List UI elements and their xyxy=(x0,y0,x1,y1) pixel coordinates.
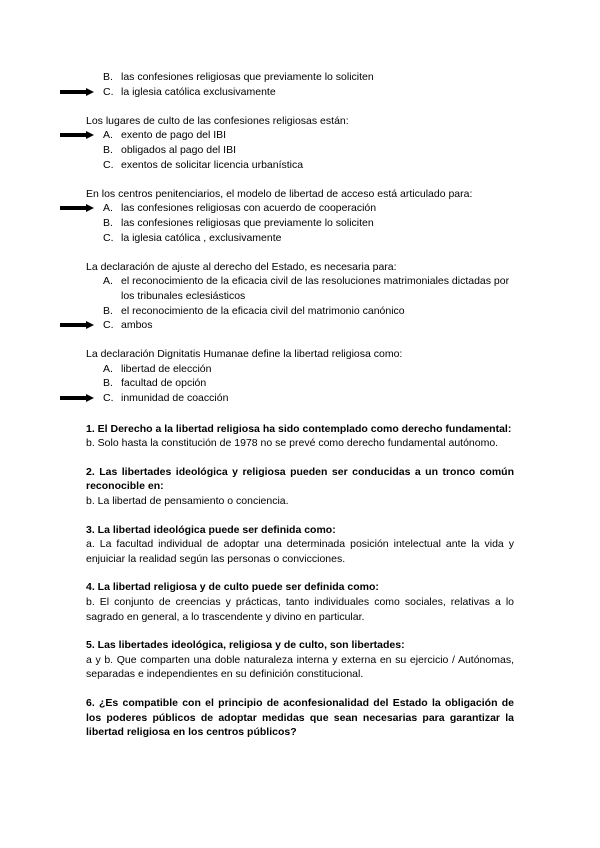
question-text: Los lugares de culto de las confesiones religiosas están: xyxy=(86,114,349,127)
question-text: La declaración Dignitatis Humanae define la libertad religiosa como: xyxy=(86,348,403,361)
mc-block-0 xyxy=(0,70,600,99)
qa-item-3 xyxy=(0,523,600,567)
answer-arrow-icon xyxy=(60,205,94,211)
qa-answer: b. El conjunto de creencias y prácticas, tanto individuales como sociales, relativas a lo sagrado en general, a lo trascendente y divino en particular. xyxy=(86,596,514,623)
option-1-b: B. obligados al pago del IBI xyxy=(103,143,237,156)
qa-question: 5. Las libertades ideológica, religiosa y de culto, son libertades: xyxy=(86,639,405,652)
answer-arrow-icon xyxy=(60,322,94,328)
qa-question: 6. ¿Es compatible con el principio de aconfesionalidad del Estado la obligación de los poderes públicos de adoptar medidas que sean necesarias para garantizar la libertad religiosa en los centros públicos? xyxy=(86,696,514,739)
qa-question: 3. La libertad ideológica puede ser definida como: xyxy=(86,523,336,536)
content xyxy=(0,70,600,740)
mc-block-2 xyxy=(0,187,600,245)
qa-item-5 xyxy=(0,638,600,682)
option-3-a: A. el reconocimiento de la eficacia civil de las resoluciones matrimoniales dictadas por los tribunales eclesiásticos xyxy=(103,275,510,302)
option-3-c: C. ambos xyxy=(0,318,600,333)
qa-item-6 xyxy=(0,696,600,740)
qa-answer: b. La libertad de pensamiento o conciencia. xyxy=(86,495,289,508)
qa-question: 1. El Derecho a la libertad religiosa ha sido contemplado como derecho fundamental: xyxy=(86,422,512,435)
answer-arrow-icon xyxy=(60,395,94,401)
option-4-b: B. facultad de opción xyxy=(103,377,207,390)
qa-item-2 xyxy=(0,465,600,509)
option-0-c: C. la iglesia católica exclusivamente xyxy=(0,85,600,100)
question-text: La declaración de ajuste al derecho del Estado, es necesaria para: xyxy=(86,260,397,273)
option-1-c: C. exentos de solicitar licencia urbanística xyxy=(103,158,304,171)
option-1-a: A. exento de pago del IBI xyxy=(0,128,600,143)
option-2-b: B. las confesiones religiosas que previamente lo soliciten xyxy=(103,216,374,229)
qa-item-1 xyxy=(0,422,600,451)
option-3-b: B. el reconocimiento de la eficacia civil del matrimonio canónico xyxy=(103,304,405,317)
qa-answer: b. Solo hasta la constitución de 1978 no se prevé como derecho fundamental autónomo. xyxy=(86,437,499,450)
qa-answer: a y b. Que comparten una doble naturaleza interna y externa en su ejercicio / Autónomas, separadas e independientes en su definición constitucional. xyxy=(86,653,514,681)
answer-arrow-icon xyxy=(60,89,94,95)
qa-question: 2. Las libertades ideológica y religiosa pueden ser conducidas a un tronco común reconocible en: xyxy=(86,465,514,493)
option-4-c: C. inmunidad de coacción xyxy=(0,391,600,406)
qa-item-4 xyxy=(0,580,600,624)
mc-block-1 xyxy=(0,114,600,172)
option-2-a: A. las confesiones religiosas con acuerdo de cooperación xyxy=(0,201,600,216)
option-4-a: A. libertad de elección xyxy=(103,362,212,375)
mc-block-3 xyxy=(0,260,600,333)
option-2-c: C. la iglesia católica , exclusivamente xyxy=(103,231,282,244)
question-text: En los centros penitenciarios, el modelo de libertad de acceso está articulado para: xyxy=(86,187,473,200)
qa-question: 4. La libertad religiosa y de culto puede ser definida como: xyxy=(86,581,379,594)
answer-arrow-icon xyxy=(60,132,94,138)
mc-block-4 xyxy=(0,347,600,405)
qa-answer: a. La facultad individual de adoptar una determinada posición intelectual ante la vida y enjuiciar la realidad según las personas o convicciones. xyxy=(86,538,514,565)
option-0-b: B. las confesiones religiosas que previamente lo soliciten xyxy=(103,71,374,83)
